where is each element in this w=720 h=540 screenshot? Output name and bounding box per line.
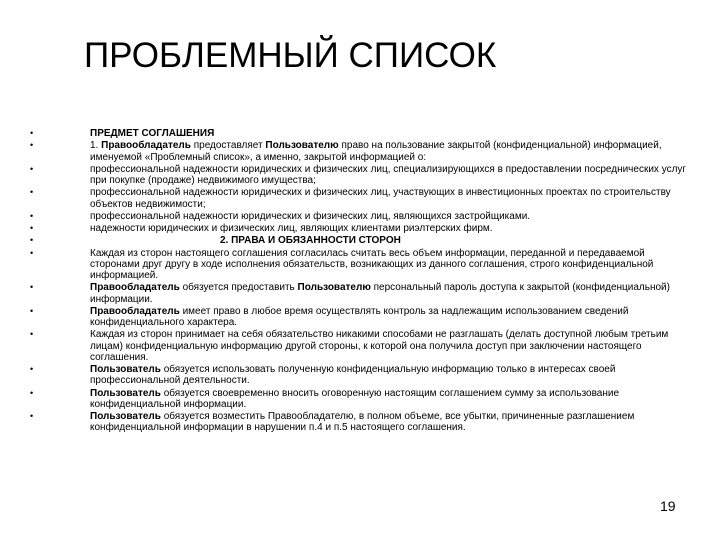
- list-item: [30, 364, 692, 386]
- text-segment: профессиональной надежности юридических и физических лиц, участвующих в инвестиционных проектах по строительству объектов недвижимости;: [90, 187, 671, 210]
- list-item: [30, 223, 692, 234]
- bullet-icon: •: [30, 128, 34, 138]
- page-number: 19: [660, 498, 676, 514]
- text-segment: надежности юридических и физических лиц, являющих клиентами риэлтерских фирм.: [90, 223, 493, 235]
- bold-text: ПРЕДМЕТ СОГЛАШЕНИЯ: [90, 128, 215, 139]
- bullet-icon: •: [30, 305, 34, 316]
- list-item: [30, 128, 692, 139]
- list-item-text: [90, 306, 628, 328]
- bullet-icon: •: [30, 163, 34, 174]
- text-segment: имеет право в любое время осуществлять контроль за надлежащим использованием сведений конфиденциального характера.: [90, 305, 629, 329]
- list-item: [30, 329, 692, 363]
- list-item-text: [90, 140, 662, 162]
- list-item: [30, 248, 692, 282]
- bold-text: 2. ПРАВА И ОБЯЗАННОСТИ СТОРОН: [220, 235, 401, 247]
- bold-text: Правообладатель: [101, 140, 191, 152]
- list-item: [30, 187, 692, 209]
- text-segment: Каждая из сторон принимает на себя обязательство никакими способами не разглашать (делать доступной любым третьим лицам) конфиденциальную информацию другой стороны, к которой она получила доступ при заключении настоящего соглашения.: [90, 329, 669, 363]
- text-segment: обязуется возместить Правообладателю, в полном объеме, все убытки, причиненные разглашением конфиденциальной информации в нарушении п.4 и п.5 настоящего соглашения.: [90, 411, 635, 434]
- bullet-icon: •: [30, 210, 34, 221]
- list-item-text: [90, 223, 493, 234]
- list-item-text: [90, 329, 668, 362]
- text-segment: Каждая из сторон настоящего соглашения согласилась считать весь объем информации, переданной и передаваемой сторонами друг другу в ходе исполнения обязательств, возникающих из данного соглашения, строго конфиденциальной информацией.: [90, 247, 654, 282]
- bold-text: Пользователю: [297, 282, 371, 294]
- list-item-text: [90, 388, 619, 410]
- bullet-icon: •: [30, 329, 34, 340]
- list-item-text: [90, 187, 671, 209]
- bullet-icon: •: [30, 411, 34, 422]
- list-item: [30, 306, 692, 328]
- list-item: [30, 235, 692, 246]
- bullet-icon: •: [30, 235, 34, 246]
- agreement-list: [30, 128, 692, 435]
- list-item-text: [90, 164, 686, 186]
- text-segment: профессиональной надежности юридических и физических лиц, специализирующихся в предоставлении посреднических услуг при покупке (продаже) недвижимого имущества;: [90, 163, 687, 186]
- text-segment: профессиональной надежности юридических и физических лиц, являющихся застройщиками.: [90, 210, 531, 222]
- text-segment: персональный пароль доступа к закрытой (конфиденциальной) информации.: [90, 282, 670, 305]
- bullet-icon: •: [30, 223, 34, 234]
- text-segment: обязуется использовать полученную конфиденциальную информацию только в интересах своей профессиональной деятельности.: [90, 364, 616, 387]
- slide-title: ПРОБЛЕМНЫЙ СПИСОК: [84, 36, 497, 75]
- bullet-icon: •: [30, 247, 34, 258]
- list-item: [30, 388, 692, 410]
- text-segment: 1.: [90, 140, 102, 152]
- bullet-icon: •: [30, 140, 34, 151]
- bullet-icon: •: [30, 364, 34, 375]
- text-segment: обязуется предоставить: [179, 282, 298, 294]
- list-item: [30, 411, 692, 433]
- bold-text: Пользователю: [265, 140, 339, 152]
- text-segment: право на пользование закрытой (конфиденциальной) информацией, именуемой «Проблемный список», а именно, закрытой информацией о:: [90, 140, 662, 163]
- bold-text: Пользователь: [90, 411, 161, 423]
- bullet-icon: •: [30, 187, 34, 198]
- text-segment: обязуется своевременно вносить оговоренную настоящим соглашением сумму за использование конфиденциальной информации.: [90, 387, 620, 410]
- bullet-icon: •: [30, 387, 34, 398]
- list-item-text: [90, 282, 670, 304]
- list-item: [30, 211, 692, 222]
- list-item: [30, 282, 692, 304]
- bold-text: Правообладатель: [90, 282, 180, 294]
- list-item: [30, 164, 692, 186]
- bullet-icon: •: [30, 282, 34, 293]
- bold-text: Правообладатель: [90, 305, 180, 317]
- list-item-text: [90, 211, 530, 222]
- bold-text: Пользователь: [90, 364, 161, 376]
- list-item: [30, 140, 692, 162]
- list-item-text: [90, 128, 214, 139]
- text-segment: предоставляет: [190, 140, 266, 152]
- list-item-text: [90, 235, 692, 246]
- list-item-text: [90, 248, 653, 281]
- list-item-text: [90, 411, 634, 433]
- bold-text: Пользователь: [90, 387, 161, 399]
- list-item-text: [90, 364, 615, 386]
